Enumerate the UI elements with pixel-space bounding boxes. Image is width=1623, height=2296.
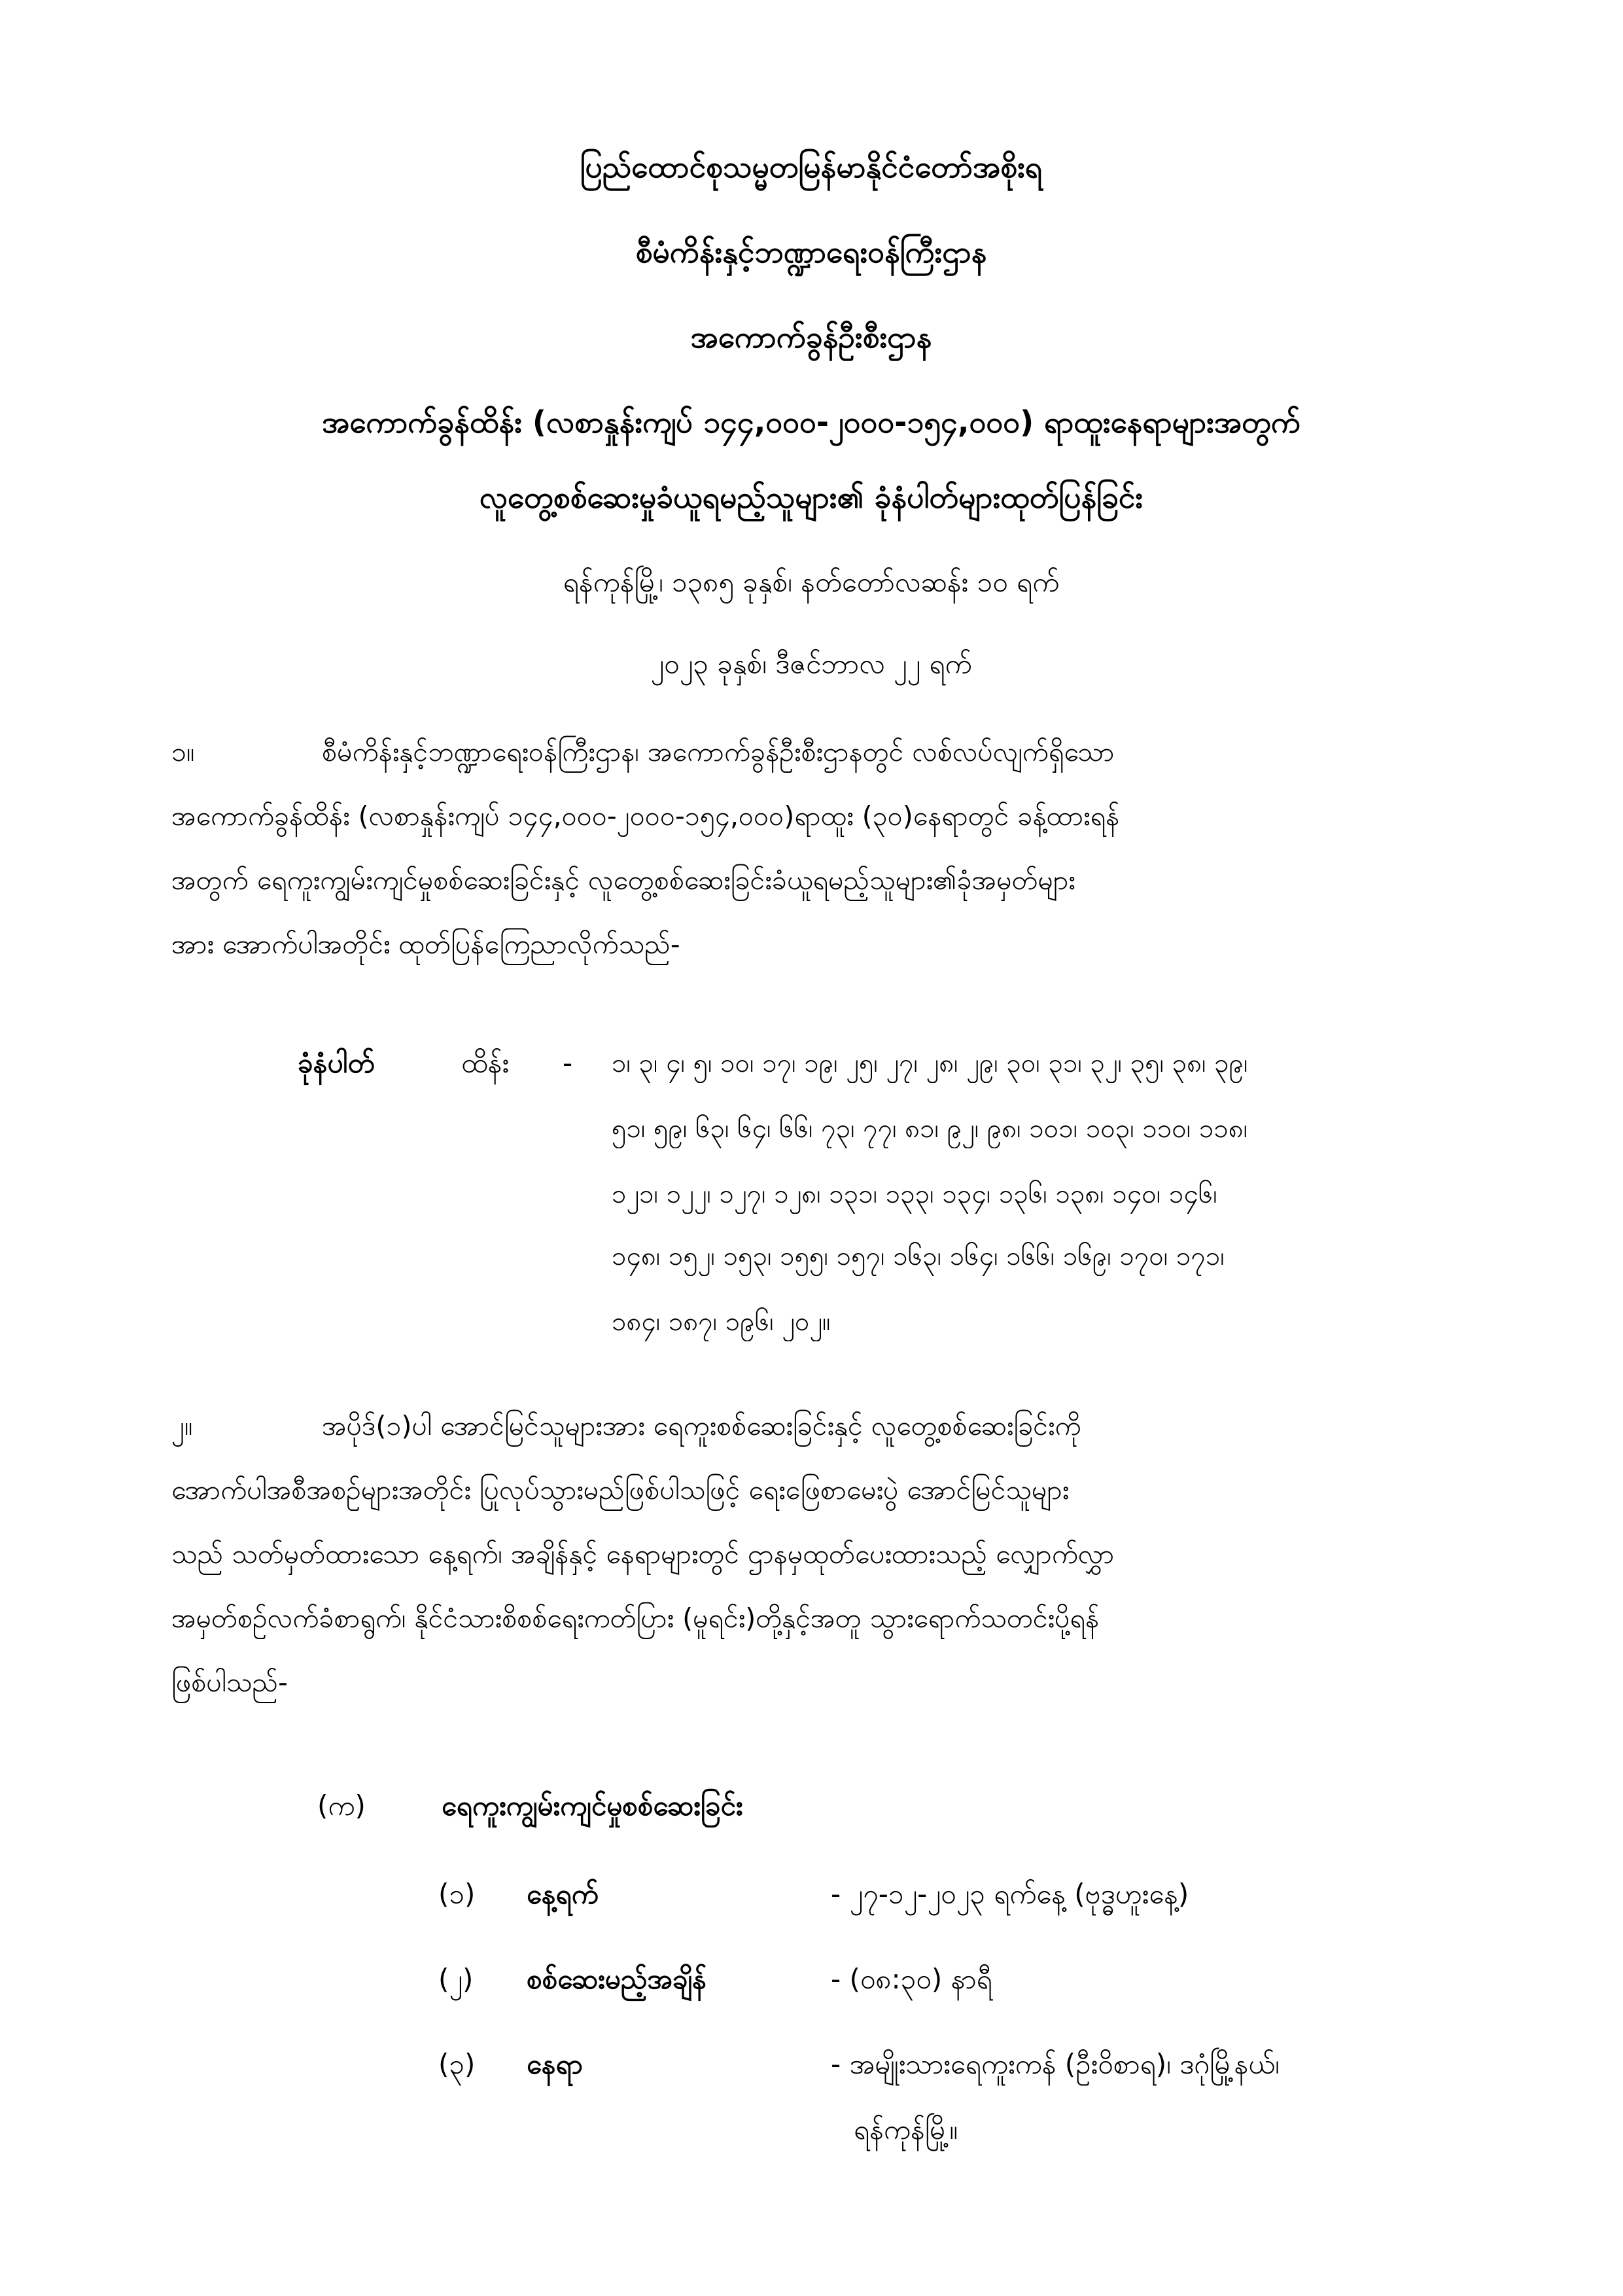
paragraph-1	[171, 720, 1454, 976]
item-key-time: စစ်ဆေးမည့်အချိန်	[527, 1963, 707, 1995]
seat-number-rank: ထိန်း	[461, 1047, 510, 1079]
item-number: (၁)	[438, 1878, 476, 1910]
seat-number-line: ၅၁၊ ၅၉၊ ၆၃၊ ၆၄၊ ၆၆၊ ၇၃၊ ၇၇၊ ၈၁၊ ၉၂၊ ၉၈၊ ၁၀၁၊ ၁၀၃၊ ၁၁၀၊ ၁၁၈၊	[612, 1114, 1248, 1144]
header-department: အကောက်ခွန်ဦးစီးဌာန	[690, 319, 932, 355]
paragraph-2-line: ၂။ အပိုဒ်(၁)ပါ အောင်မြင်သူများအား ရေကူးစစ်ဆေးခြင်းနှင့် လူတွေ့စစ်ဆေးခြင်းကို	[171, 1394, 1454, 1458]
seat-number-line: ၁၂၁၊ ၁၂၂၊ ၁၂၇၊ ၁၂၈၊ ၁၃၁၊ ၁၃၃၊ ၁၃၄၊ ၁၃၆၊ ၁၃၈၊ ၁၄၀၊ ၁၄၆၊	[612, 1179, 1217, 1209]
item-value-place: - အမျိုးသားရေကူးကန် (ဦးဝိစာရ)၊ ဒဂုံမြို့နယ်၊	[831, 2048, 1280, 2080]
paragraph-1-line: အတွက် ရေကူးကျွမ်းကျင်မှုစစ်ဆေးခြင်းနှင့် လူတွေ့စစ်ဆေးခြင်းခံယူရမည့်သူများ၏ခုံအမှတ်များ	[171, 864, 1075, 896]
item-value-date: - ၂၇-၁၂-၂၀၂၃ ရက်နေ့ (ဗုဒ္ဓဟူးနေ့)	[831, 1878, 1189, 1910]
item-number: (၂)	[438, 1963, 474, 1995]
seat-number-line: ၁၊ ၃၊ ၄၊ ၅၊ ၁၀၊ ၁၇၊ ၁၉၊ ၂၅၊ ၂၇၊ ၂၈၊ ၂၉၊ ၃၀၊ ၃၁၊ ၃၂၊ ၃၅၊ ၃၈၊ ၃၉၊	[612, 1048, 1248, 1078]
item-value-place-city: ရန်ကုန်မြို့။	[854, 2113, 958, 2146]
paragraph-number: ၂။	[171, 1410, 193, 1441]
paragraph-2-line: ဖြစ်ပါသည်-	[171, 1667, 288, 1698]
paragraph-number: ၁။	[171, 736, 195, 768]
seat-number-line: ၁၈၄၊ ၁၈၇၊ ၁၉၆၊ ၂၀၂။	[612, 1307, 831, 1337]
date-myanmar: ရန်ကုန်မြို့၊ ၁၃၈၅ ခုနှစ်၊ နတ်တော်လဆန်း ၁၀ ရက်	[563, 566, 1060, 598]
date-gregorian: ၂၀၂၃ ခုနှစ်၊ ဒီဇင်ဘာလ ၂၂ ရက်	[650, 648, 972, 680]
section-ka-label: (က)	[317, 1790, 366, 1822]
item-key-date: နေ့ရက်	[527, 1878, 599, 1910]
header-subject-line2: လူတွေ့စစ်ဆေးမှုခံယူရမည့်သူများ၏ ခုံနံပါတ်များထုတ်ပြန်ခြင်း	[479, 480, 1143, 515]
header-subject-line1: အကောက်ခွန်ထိန်း (လစာနှုန်းကျပ် ၁၄၄,၀၀၀-၂၀၀၀-၁၅၄,၀၀၀) ရာထူးနေရာများအတွက်	[322, 404, 1300, 440]
header-government: ပြည်ထောင်စုသမ္မတမြန်မာနိုင်ငံတော်အစိုးရ	[580, 149, 1043, 185]
item-value-time: - (၀၈:၃၀) နာရီ	[831, 1963, 992, 1995]
paragraph-2	[171, 1394, 1454, 1714]
paragraph-1-line: အား အောက်ပါအတိုင်း ထုတ်ပြန်ကြေညာလိုက်သည်-	[171, 928, 680, 960]
item-key-place: နေရာ	[527, 2048, 583, 2080]
item-number: (၃)	[438, 2048, 476, 2080]
paragraph-2-line: သည် သတ်မှတ်ထားသော နေ့ရက်၊ အချိန်နှင့် နေရာများတွင် ဌာနမှထုတ်ပေးထားသည့် လျှောက်လွှာ	[171, 1538, 1115, 1570]
seat-number-label: ခုံနံပါတ်	[298, 1047, 375, 1079]
section-ka-title: ရေကူးကျွမ်းကျင်မှုစစ်ဆေးခြင်း	[442, 1790, 743, 1822]
seat-number-dash: -	[563, 1047, 573, 1079]
paragraph-1-line: အကောက်ခွန်ထိန်း (လစာနှုန်းကျပ် ၁၄၄,၀၀၀-၂၀၀၀-၁၅၄,၀၀၀)ရာထူး (၃၀)နေရာတွင် ခန့်ထားရန်	[171, 800, 1120, 832]
seat-number-line: ၁၄၈၊ ၁၅၂၊ ၁၅၃၊ ၁၅၅၊ ၁၅၇၊ ၁၆၃၊ ၁၆၄၊ ၁၆၆၊ ၁၆၉၊ ၁၇၀၊ ၁၇၁၊	[612, 1241, 1225, 1271]
header-ministry: စီမံကိန်းနှင့်ဘဏ္ဍာရေးဝန်ကြီးဌာန	[635, 234, 987, 270]
paragraph-1-line: ၁။ စီမံကိန်းနှင့်ဘဏ္ဍာရေးဝန်ကြီးဌာန၊ အကောက်ခွန်ဦးစီးဌာနတွင် လစ်လပ်လျက်ရှိသော	[171, 720, 1454, 784]
paragraph-2-line: အောက်ပါအစီအစဉ်များအတိုင်း ပြုလုပ်သွားမည်ဖြစ်ပါသဖြင့် ရေးဖြေစာမေးပွဲ အောင်မြင်သူများ	[171, 1474, 1070, 1506]
paragraph-2-line: အမှတ်စဉ်လက်ခံစာရွက်၊ နိုင်ငံသားစိစစ်ရေးကတ်ပြား (မူရင်း)တို့နှင့်အတူ သွားရောက်သတင်းပို့ရန်	[171, 1602, 1100, 1634]
